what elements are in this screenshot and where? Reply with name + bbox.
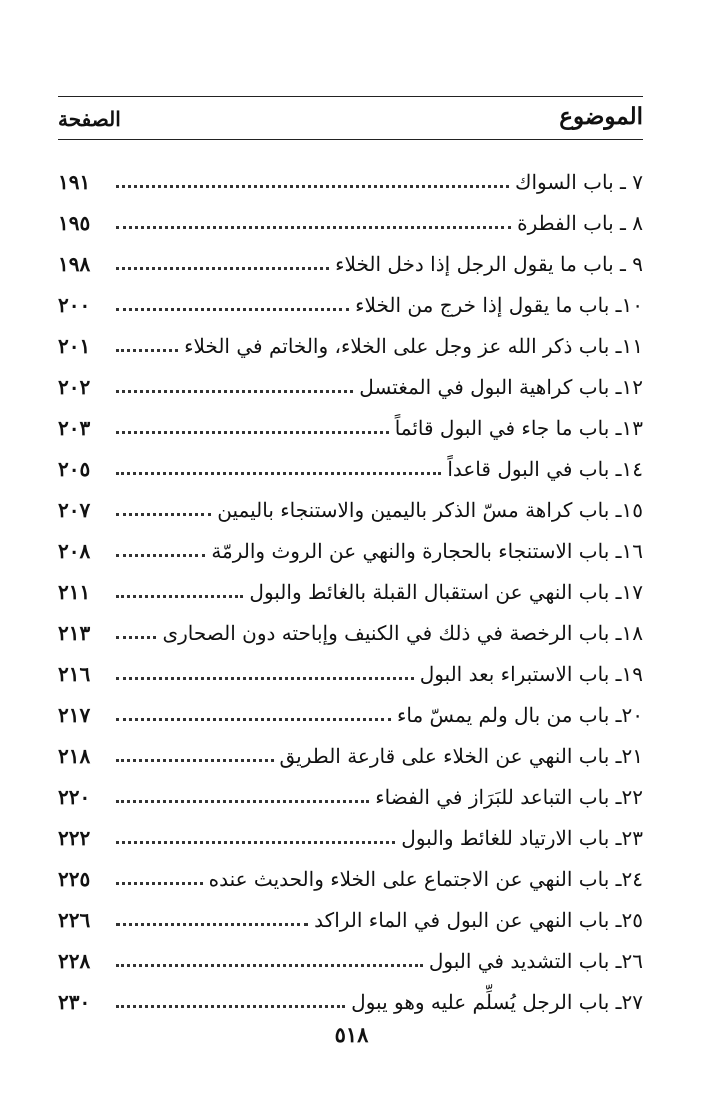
toc-entry (58, 440, 643, 481)
dot-leader (116, 349, 178, 352)
dot-leader (116, 513, 211, 516)
toc-entry-page: ١٩٨ (58, 252, 91, 276)
toc-entry-page: ٢٢٨ (58, 949, 91, 973)
toc-entry-page: ٢١١ (58, 580, 91, 604)
dot-leader (116, 677, 414, 680)
dot-leader (116, 267, 329, 270)
toc-entry-title: ١٧ـ باب النهي عن استقبال القبلة بالغائط والبول (249, 580, 643, 604)
toc-entry (58, 645, 643, 686)
table-of-contents (58, 153, 643, 1014)
toc-entry (58, 809, 643, 850)
toc-entry-title: ٢٤ـ باب النهي عن الاجتماع على الخلاء والحديث عنده (208, 867, 643, 891)
toc-entry-title: ٩ ـ باب ما يقول الرجل إذا دخل الخلاء (335, 252, 643, 276)
toc-entry (58, 317, 643, 358)
page-number: ٥١٨ (334, 1022, 369, 1047)
toc-entry (58, 153, 643, 194)
toc-entry-page: ٢٢٦ (58, 908, 91, 932)
topic-column-label: الموضوع (559, 103, 643, 130)
dot-leader (116, 595, 243, 598)
toc-entry (58, 850, 643, 891)
dot-leader (116, 390, 353, 393)
dot-leader (116, 923, 308, 926)
toc-entry-page: ٢٢٠ (58, 785, 91, 809)
toc-entry-title: ٢١ـ باب النهي عن الخلاء على قارعة الطريق (279, 744, 643, 768)
toc-entry-title: ١٥ـ باب كراهة مسّ الذكر باليمين والاستنجاء باليمين (217, 498, 643, 522)
toc-entry-page: ١٩٥ (58, 211, 91, 235)
toc-entry-page: ٢٣٠ (58, 990, 91, 1014)
toc-entry-page: ٢٠٨ (58, 539, 91, 563)
toc-entry-page: ٢٠١ (58, 334, 91, 358)
dot-leader (116, 718, 391, 721)
dot-leader (116, 964, 423, 967)
toc-entry-title: ١٨ـ باب الرخصة في ذلك في الكنيف وإباحته دون الصحارى (162, 621, 643, 645)
toc-entry (58, 276, 643, 317)
toc-entry-title: ٢٠ـ باب من بال ولم يمسّ ماء (396, 703, 643, 727)
toc-entry (58, 932, 643, 973)
toc-header (58, 96, 643, 140)
toc-entry-page: ٢٠٠ (58, 293, 91, 317)
dot-leader (116, 185, 509, 188)
toc-entry-title: ١١ـ باب ذكر الله عز وجل على الخلاء، والخاتم في الخلاء (184, 334, 643, 358)
toc-entry-title: ٢٧ـ باب الرجل يُسلِّم عليه وهو يبول (351, 990, 643, 1014)
toc-entry-title: ٢٥ـ باب النهي عن البول في الماء الراكد (314, 908, 643, 932)
toc-entry-title: ١٣ـ باب ما جاء في البول قائماً (394, 416, 643, 440)
toc-entry-page: ٢٠٥ (58, 457, 91, 481)
toc-entry-title: ٨ ـ باب الفطرة (517, 211, 643, 235)
dot-leader (116, 554, 205, 557)
toc-entry-title: ٢٦ـ باب التشديد في البول (428, 949, 643, 973)
toc-entry-page: ٢٢٥ (58, 867, 91, 891)
toc-entry-page: ٢٠٧ (58, 498, 91, 522)
toc-entry (58, 358, 643, 399)
toc-entry (58, 891, 643, 932)
toc-entry (58, 604, 643, 645)
toc-entry-title: ١٩ـ باب الاستبراء بعد البول (419, 662, 643, 686)
dot-leader (116, 308, 349, 311)
dot-leader (116, 882, 203, 885)
toc-entry (58, 481, 643, 522)
dot-leader (116, 1005, 345, 1008)
toc-entry (58, 522, 643, 563)
toc-entry (58, 194, 643, 235)
toc-entry (58, 235, 643, 276)
toc-entry (58, 973, 643, 1014)
toc-entry-title: ٢٣ـ باب الارتياد للغائط والبول (401, 826, 643, 850)
toc-entry-page: ١٩١ (58, 170, 91, 194)
toc-entry-page: ٢١٧ (58, 703, 91, 727)
toc-entry-title: ٧ ـ باب السواك (514, 170, 643, 194)
toc-entry (58, 686, 643, 727)
page-column-label: الصفحة (58, 107, 121, 131)
toc-entry-title: ١٤ـ باب في البول قاعداً (447, 457, 643, 481)
toc-entry (58, 399, 643, 440)
toc-entry-page: ٢١٨ (58, 744, 91, 768)
toc-entry-page: ٢٢٢ (58, 826, 91, 850)
toc-entry-page: ٢١٣ (58, 621, 91, 645)
dot-leader (116, 472, 441, 475)
toc-entry-page: ٢٠٣ (58, 416, 91, 440)
toc-entry (58, 563, 643, 604)
dot-leader (116, 431, 389, 434)
dot-leader (116, 800, 369, 803)
toc-entry-page: ٢١٦ (58, 662, 91, 686)
toc-entry-title: ١٠ـ باب ما يقول إذا خرج من الخلاء (355, 293, 643, 317)
toc-entry-title: ١٦ـ باب الاستنجاء بالحجارة والنهي عن الروث والرمّة (211, 539, 643, 563)
dot-leader (116, 759, 274, 762)
toc-entry (58, 768, 643, 809)
toc-entry-title: ١٢ـ باب كراهية البول في المغتسل (359, 375, 643, 399)
toc-entry-title: ٢٢ـ باب التباعد للبَرَاز في الفضاء (375, 785, 643, 809)
dot-leader (116, 226, 511, 229)
toc-entry-page: ٢٠٢ (58, 375, 91, 399)
dot-leader (116, 636, 156, 639)
dot-leader (116, 841, 395, 844)
toc-entry (58, 727, 643, 768)
